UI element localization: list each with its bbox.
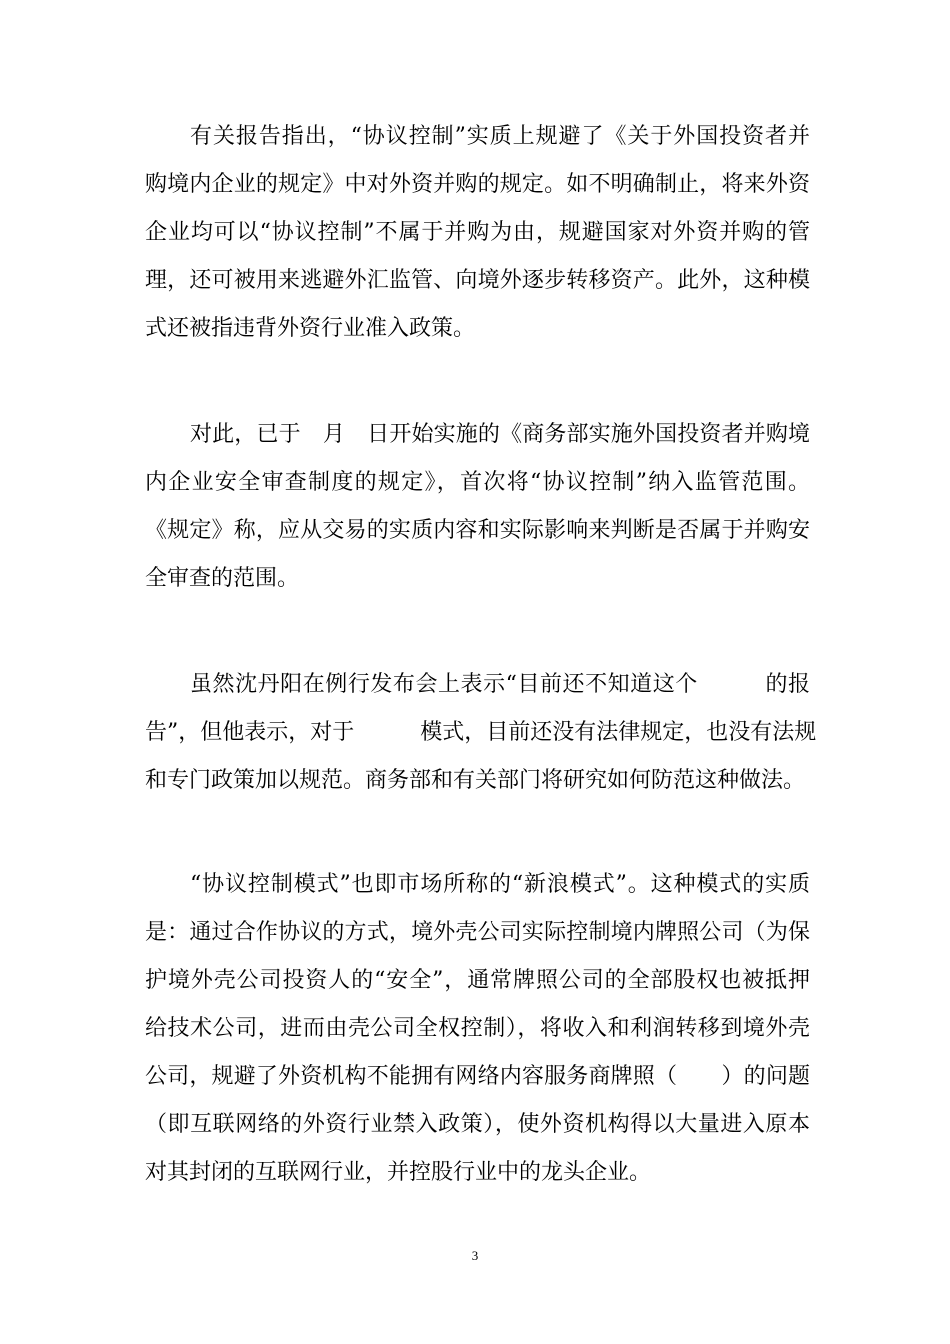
paragraph-line: （即互联网络的外资行业禁入政策），使外资机构得以大量进入原本 (145, 1112, 810, 1137)
paragraph-line: 有关报告指出，“协议控制”实质上规避了《关于外国投资者并 (190, 124, 810, 149)
page-number: 3 (471, 1248, 479, 1263)
paragraph-line: 全审查的范围。 (145, 566, 300, 591)
paragraph-line: 《规定》称，应从交易的实质内容和实际影响来判断是否属于并购安 (145, 518, 810, 543)
paragraph-line: 公司，规避了外资机构不能拥有网络内容服务商牌照（ ）的问题 (145, 1064, 810, 1089)
paragraph-line: 告”，但他表示，对于 模式，目前还没有法律规定，也没有法规 (145, 720, 817, 745)
paragraph-line: 护境外壳公司投资人的“安全”，通常牌照公司的全部股权也被抵押 (145, 968, 810, 993)
paragraph-line: 是：通过合作协议的方式，境外壳公司实际控制境内牌照公司（为保 (145, 920, 810, 945)
paragraph-line: “协议控制模式”也即市场所称的“新浪模式”。这种模式的实质 (190, 872, 810, 897)
paragraph-line: 和专门政策加以规范。商务部和有关部门将研究如何防范这种做法。 (145, 768, 806, 793)
paragraph-line: 给技术公司，进而由壳公司全权控制），将收入和利润转移到境外壳 (145, 1016, 810, 1041)
paragraph-line: 虽然沈丹阳在例行发布会上表示“目前还不知道这个 的报 (190, 672, 810, 697)
paragraph-line: 理，还可被用来逃避外汇监管、向境外逐步转移资产。此外，这种模 (145, 268, 810, 293)
paragraph-line: 对此，已于 月 日开始实施的《商务部实施外国投资者并购境 (190, 422, 810, 447)
paragraph-line: 企业均可以“协议控制”不属于并购为由，规避国家对外资并购的管 (145, 220, 810, 245)
paragraph-line: 购境内企业的规定》中对外资并购的规定。如不明确制止，将来外资 (145, 172, 810, 197)
paragraph-line: 内企业安全审查制度的规定》，首次将“协议控制”纳入监管范围。 (145, 470, 810, 495)
paragraph-line: 对其封闭的互联网行业，并控股行业中的龙头企业。 (145, 1160, 652, 1185)
paragraph-line: 式还被指违背外资行业准入政策。 (145, 316, 476, 341)
